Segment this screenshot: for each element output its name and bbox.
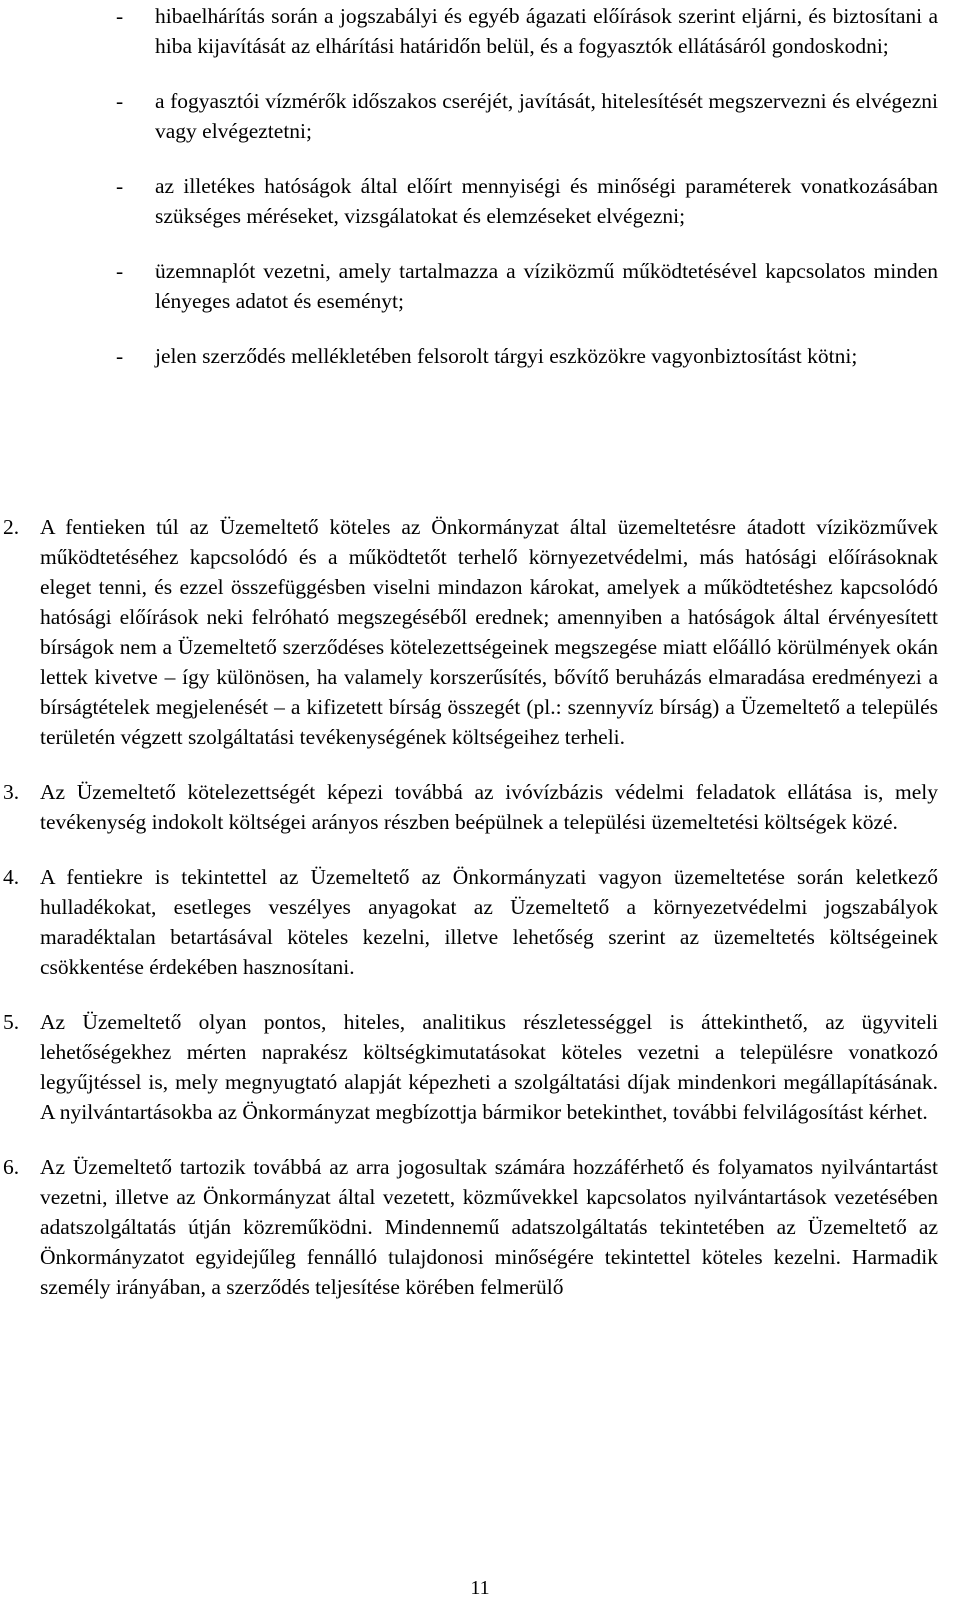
paragraph-4 bbox=[0, 862, 938, 982]
bullet-item-water-meters bbox=[116, 86, 938, 146]
obligation-bullet-list bbox=[116, 1, 938, 396]
page-number: 11 bbox=[470, 1577, 490, 1599]
bullet-text: hibaelhárítás során a jogszabályi és egyéb ágazati előírások szerint eljárni, és biztosítani a hiba kijavítását az elhárítási határidőn belül, és a fogyasztók ellátásáról gondoskodni; bbox=[155, 4, 938, 58]
paragraph-number: 5. bbox=[3, 1010, 20, 1034]
bullet-dash: - bbox=[116, 174, 124, 198]
bullet-dash: - bbox=[116, 344, 124, 368]
bullet-item-measurements bbox=[116, 171, 938, 231]
bullet-dash: - bbox=[116, 259, 124, 283]
paragraph-number: 4. bbox=[3, 865, 20, 889]
paragraph-text: Az Üzemeltető tartozik továbbá az arra jogosultak számára hozzáférhető és folyamatos nyilvántartást vezetni, illetve az Önkormányzat által vezetett, közművekkel kapcsolatos nyilvántartások vezetésében adatszolgáltatás útján közreműködni. Mindennemű adatszolgáltatás tekintetében az Üzemeltető az Önkormányzatot egyidejűleg fennálló tulajdonosi minőségére tekintettel köteles kezelni. Harmadik személy irányában, a szerződés teljesítése körében felmerülő bbox=[40, 1155, 938, 1299]
bullet-item-fault-repair bbox=[116, 1, 938, 61]
bullet-dash: - bbox=[116, 4, 124, 28]
bullet-text: üzemnaplót vezetni, amely tartalmazza a víziközmű működtetésével kapcsolatos minden lényeges adatot és eseményt; bbox=[155, 259, 938, 313]
paragraph-text: A fentiekre is tekintettel az Üzemeltető az Önkormányzati vagyon üzemeltetése során keletkező hulladékokat, esetleges veszélyes anyagokat az Üzemeltető a környezetvédelmi jogszabályok maradéktalan betartásával köteles kezelni, illetve lehetőség szerint az üzemeltetés költségeinek csökkentése érdekében hasznosítani. bbox=[40, 865, 938, 979]
paragraph-number: 3. bbox=[3, 780, 20, 804]
bullet-item-insurance bbox=[116, 341, 938, 371]
paragraph-text: A fentieken túl az Üzemeltető köteles az Önkormányzat által üzemeltetésre átadott víziközművek működtetéséhez kapcsolódó és a működtetőt terhelő környezetvédelmi, más hatósági előírásoknak eleget tenni, és ezzel összefüggésben viselni mindazon károkat, amelyek a működtetéshez kapcsolódó hatósági előírások neki felróható megszegéséből erednek; amennyiben a hatóságok által érvényesített bírságok nem a Üzemeltető szerződéses kötelezettségeinek megszegése miatt előálló körülmények okán lettek kivetve – így különösen, ha valamely korszerűsítés, bővítő beruházás elmaradása eredményezi a bírságtételek megjelenését – a kifizetett bírság összegét (pl.: szennyvíz bírság) a Üzemeltető a település területén végzett szolgáltatási tevékenységének költségeihez terheli. bbox=[40, 515, 938, 749]
paragraph-6 bbox=[0, 1152, 938, 1302]
paragraph-3 bbox=[0, 777, 938, 837]
numbered-paragraph-list bbox=[0, 512, 938, 1327]
bullet-text: jelen szerződés mellékletében felsorolt tárgyi eszközökre vagyonbiztosítást kötni; bbox=[155, 344, 858, 368]
paragraph-5 bbox=[0, 1007, 938, 1127]
paragraph-text: Az Üzemeltető olyan pontos, hiteles, analitikus részletességgel is áttekinthető, az ügyviteli lehetőségekhez mérten naprakész költségkimutatásokat köteles vezetni a településre vonatkozó legyűjtéssel is, mely megnyugtató alapját képezheti a szolgáltatási díjak mindenkori megállapításának. A nyilvántartásokba az Önkormányzat megbízottja bármikor betekinthet, további felvilágosítást kérhet. bbox=[40, 1010, 938, 1124]
bullet-item-operation-log bbox=[116, 256, 938, 316]
paragraph-2 bbox=[0, 512, 938, 752]
paragraph-number: 2. bbox=[3, 515, 20, 539]
bullet-text: a fogyasztói vízmérők időszakos cseréjét, javítását, hitelesítését megszervezni és elvégezni vagy elvégeztetni; bbox=[155, 89, 938, 143]
bullet-text: az illetékes hatóságok által előírt mennyiségi és minőségi paraméterek vonatkozásában szükséges méréseket, vizsgálatokat és elemzéseket elvégezni; bbox=[155, 174, 938, 228]
paragraph-text: Az Üzemeltető kötelezettségét képezi továbbá az ivóvízbázis védelmi feladatok ellátása is, mely tevékenység indokolt költségei arányos részben beépülnek a települési üzemeltetési költségek közé. bbox=[40, 780, 938, 834]
paragraph-number: 6. bbox=[3, 1155, 20, 1179]
bullet-dash: - bbox=[116, 89, 124, 113]
